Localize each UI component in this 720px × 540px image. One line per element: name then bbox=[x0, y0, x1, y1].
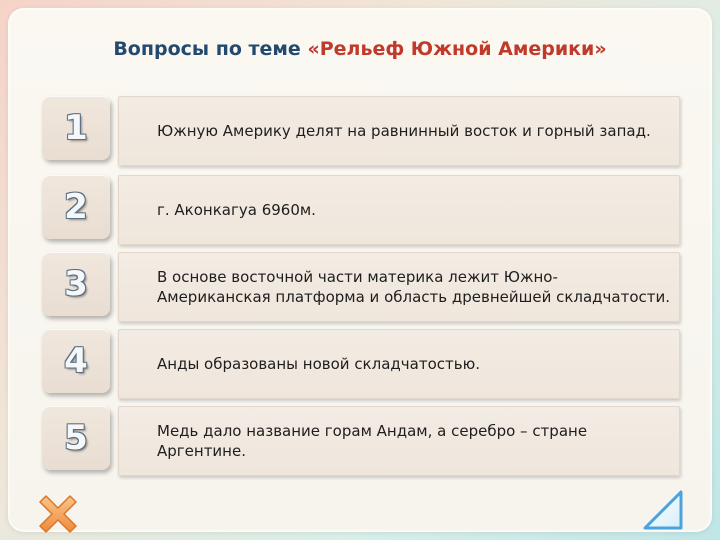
answer-box-1[interactable] bbox=[118, 96, 680, 166]
answer-text-4: Анды образованы новой складчатостью. bbox=[157, 355, 480, 373]
question-number-button-5[interactable] bbox=[42, 406, 110, 470]
question-number-button-4[interactable] bbox=[42, 329, 110, 393]
question-number-5: 5 bbox=[64, 418, 88, 458]
answer-box-2[interactable] bbox=[118, 175, 680, 245]
title-prefix: Вопросы по теме bbox=[113, 38, 308, 60]
question-number-button-2[interactable] bbox=[42, 175, 110, 239]
question-number-2: 2 bbox=[64, 187, 88, 227]
answer-text-5: Медь дало название горам Андам, а серебро – стране Аргентине. bbox=[157, 422, 588, 460]
answer-text-2: г. Аконкагуа 6960м. bbox=[157, 201, 316, 219]
back-button[interactable] bbox=[641, 488, 685, 532]
question-row-4 bbox=[42, 329, 682, 393]
question-number-button-3[interactable] bbox=[42, 252, 110, 316]
question-row-2 bbox=[42, 175, 682, 239]
close-button[interactable] bbox=[36, 492, 80, 536]
answer-box-3[interactable] bbox=[118, 252, 680, 322]
page-title bbox=[0, 38, 720, 60]
question-row-5 bbox=[42, 406, 682, 470]
question-number-4: 4 bbox=[64, 341, 88, 381]
question-number-1: 1 bbox=[64, 108, 88, 148]
close-icon bbox=[36, 492, 80, 536]
answer-text-3: В основе восточной части материка лежит Южно-Американская платформа и область древнейшей складчатости. bbox=[157, 268, 671, 306]
question-row-1 bbox=[42, 96, 682, 160]
answer-box-5[interactable] bbox=[118, 406, 680, 476]
title-accent: «Рельеф Южной Америки» bbox=[307, 38, 607, 60]
back-triangle-icon bbox=[641, 488, 685, 532]
question-number-3: 3 bbox=[64, 264, 88, 304]
question-number-button-1[interactable] bbox=[42, 96, 110, 160]
question-row-3 bbox=[42, 252, 682, 316]
answer-box-4[interactable] bbox=[118, 329, 680, 399]
answer-text-1: Южную Америку делят на равнинный восток и горный запад. bbox=[157, 122, 651, 140]
